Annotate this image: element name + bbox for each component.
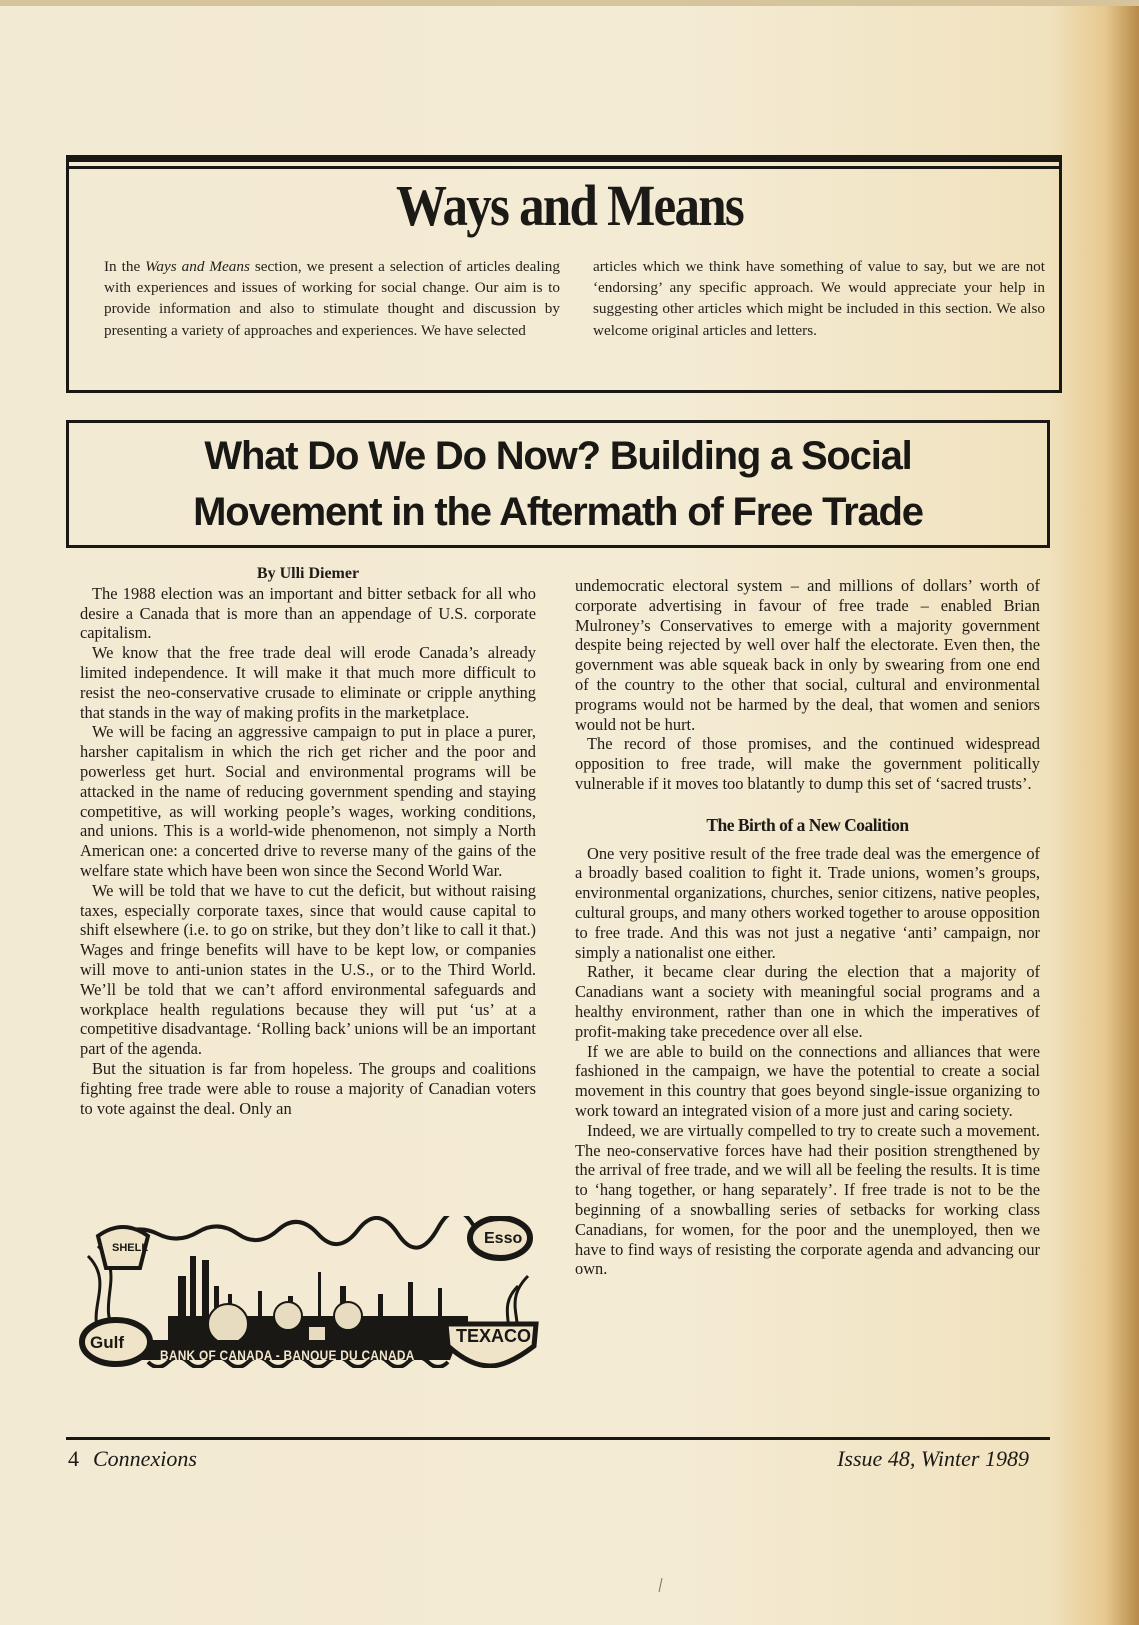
intro-section-name: Ways and Means <box>145 258 250 275</box>
paragraph: The 1988 election was an important and bitter setback for all who desire a Canada that is more than an appendage of U.S. corporate capitalism. <box>80 583 536 643</box>
illustration-caption: BANK OF CANADA - BANQUE DU CANADA <box>160 1347 415 1363</box>
article-column-left <box>80 564 536 1118</box>
article-headline <box>66 428 1050 540</box>
subheading: The Birth of a New Coalition <box>706 814 909 835</box>
article-column-right <box>575 576 1040 1279</box>
intro-prefix: In the <box>104 258 146 275</box>
page-top-edge <box>0 0 1139 6</box>
footer-rule <box>66 1437 1050 1440</box>
stray-pen-mark <box>659 1578 663 1592</box>
gulf-logo-label: Gulf <box>90 1333 124 1352</box>
headline-line-1: What Do We Do Now? Building a Social <box>204 434 912 478</box>
section-intro-right: articles which we think have something of value to say, but we are not ‘endorsing’ any specific approach. We would appreciate your help in suggesting other articles which might be included in this section. We also welcome original articles and letters. <box>593 258 1045 339</box>
paragraph: We will be facing an aggressive campaign to put in place a purer, harsher capitalism in which the rich get richer and the poor and powerless get hurt. Social and environmental programs will be attacked in the name of reducing government spending and staying competitive, as will working people’s wages, working conditions, and unions. This is a world-wide phenomenon, not simply a North American one: a concerted drive to reverse many of the gains of the welfare state which have been won since the Second World War. <box>80 722 536 880</box>
paragraph: We know that the free trade deal will erode Canada’s already limited independence. It will make it that much more difficult to resist the neo-conservative crusade to eliminate or cripple anything that stands in the way of making profits in the marketplace. <box>80 643 536 722</box>
section-title: Ways and Means <box>396 173 743 238</box>
paragraph: The record of those promises, and the continued widespread opposition to free trade, will make the government politically vulnerable if it moves too blatantly to dump this set of ‘sacred trusts’. <box>575 734 1040 793</box>
esso-logo-label: Esso <box>484 1230 523 1247</box>
paragraph: If we are able to build on the connections and alliances that were fashioned in the campaign, we have the potential to create a social movement in this country that goes beyond single-issue organizing to work toward an integrated vision of a more just and caring society. <box>575 1041 1040 1120</box>
issue-info: Issue 48, Winter 1989 <box>837 1446 1029 1471</box>
headline-line-2: Movement in the Aftermath of Free Trade <box>193 490 923 534</box>
paragraph: Indeed, we are virtually compelled to try to create such a movement. The neo-conservative forces have had their position strengthened by the arrival of free trade, and we will all be feeling the results. It is time to ‘hang together, or hang separately’. If free trade is not to be the beginning of a snowballing series of setbacks for working class Canadians, for women, for the poor and the unemployed, then we have to find ways of resisting the corporate agenda and advancing our own. <box>575 1120 1040 1279</box>
page-number: 4 <box>68 1446 79 1471</box>
shell-logo-label: SHELL <box>112 1242 149 1254</box>
byline: By Ulli Diemer <box>256 565 360 582</box>
paragraph: Rather, it became clear during the election that a majority of Canadians want a society with meaningful social programs and a healthy environment, rather than one in which the imperatives of profit-making take precedence over all else. <box>575 962 1040 1041</box>
section-intro-left <box>104 256 560 341</box>
texaco-logo-label: TEXACO <box>456 1326 532 1346</box>
wavy-border-top <box>118 1216 478 1248</box>
paragraph: But the situation is far from hopeless. The groups and coalitions fighting free trade were able to rouse a majority of Canadian voters to vote against the deal. Only an <box>80 1058 536 1118</box>
paragraph: One very positive result of the free trade deal was the emergence of a broadly based coalition to fight it. Trade unions, women’s groups, environmental organizations, churches, senior citizens, native peoples, cultural groups, and many others worked together to arouse opposition to free trade. And this was not just a negative ‘anti’ campaign, nor simply a nationalist one either. <box>575 843 1040 962</box>
paragraph: We will be told that we have to cut the deficit, but without raising taxes, especially corporate taxes, since that would cause capital to shift elsewhere (i.e. to go on strike, but they don’t like to call it that.) Wages and fringe benefits will have to be kept low, or companies will move to anti-union states in the U.S., or to the Third World. We’ll be told that we can’t afford environmental safeguards and workplace health regulations because they will put ‘us’ at a competitive disadvantage. ‘Rolling back’ unions will be an important part of the agenda. <box>80 880 536 1059</box>
intro-text: section, we present a selection of articles dealing with experiences and issues of working for social change. Our aim is to provide information and also to stimulate thought and discussion by presenting a variety of approaches and experiences. We have selected <box>104 258 560 339</box>
footer-left <box>68 1446 197 1472</box>
publication-name: Connexions <box>93 1446 197 1471</box>
paragraph: undemocratic electoral system – and millions of dollars’ worth of corporate advertising in favour of free trade – enabled Brian Mulroney’s Conservatives to emerge with a majority government despite being rejected by well over half the electorate. Even then, the government was able squeak back in only by swearing from one end of the country to the other that social, cultural and environmental programs would not be harmed by the deal, that women and seniors would not be hurt. <box>575 576 1040 734</box>
